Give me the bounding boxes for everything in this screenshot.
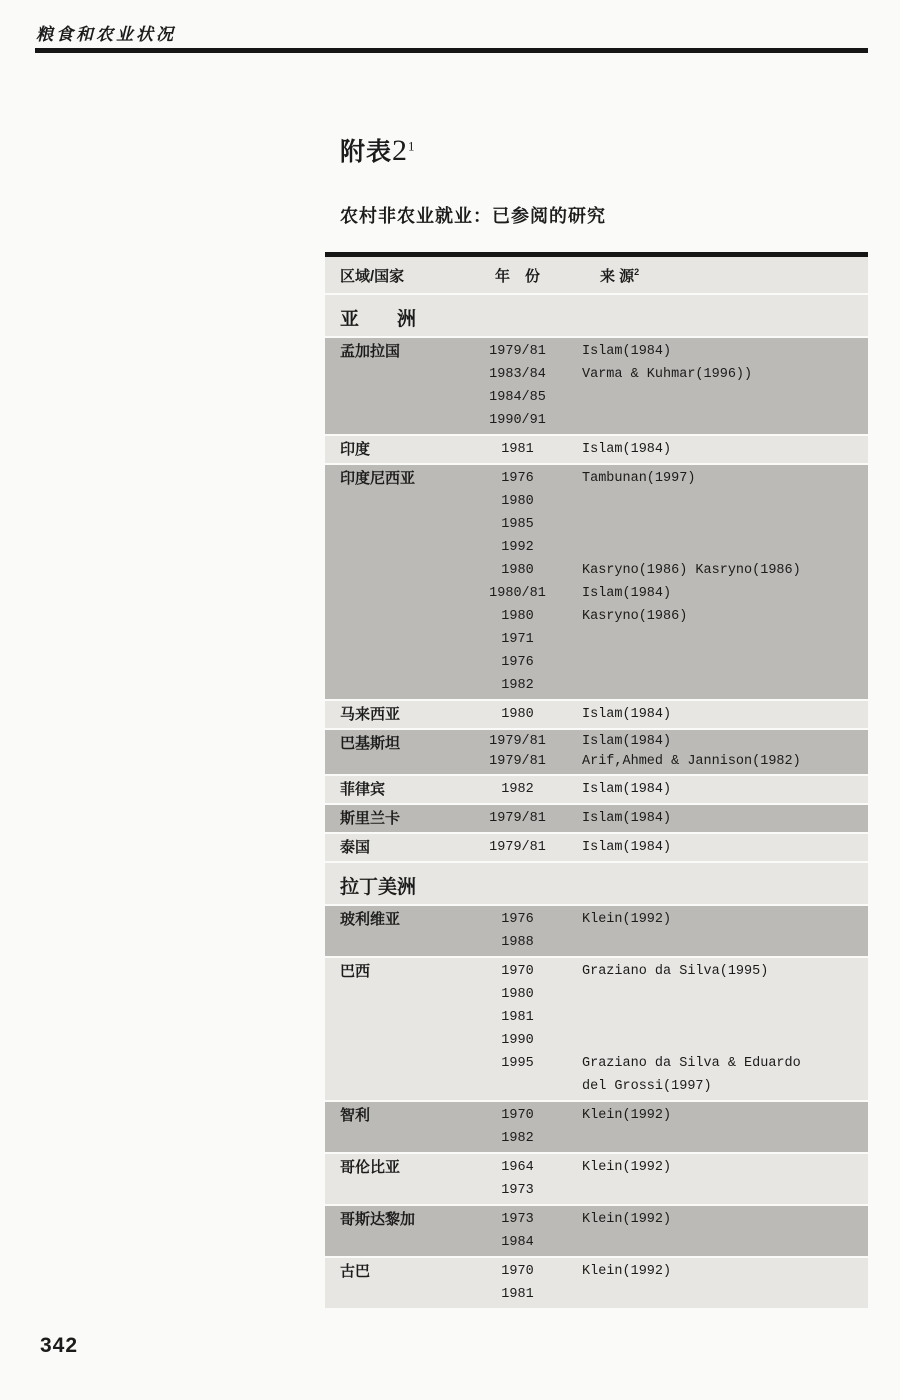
source-value: Graziano da Silva(1995) <box>582 964 769 979</box>
row-line <box>465 674 868 697</box>
country-name: 斯里兰卡 <box>340 810 401 827</box>
table-title-label: 附表 <box>340 138 393 166</box>
table-row <box>325 338 868 434</box>
country-name: 泰国 <box>340 839 371 856</box>
row-line <box>465 983 868 1006</box>
row-line <box>465 409 868 432</box>
source-value: Islam(1984) <box>582 586 672 601</box>
year-value: 1979/81 <box>489 754 546 769</box>
year-value: 1980/81 <box>489 586 546 601</box>
row-line <box>465 1260 868 1283</box>
source-value: Varma & Kuhmar(1996)) <box>582 367 753 382</box>
source-value: Klein(1992) <box>582 1212 672 1227</box>
row-line <box>465 1283 868 1306</box>
row-lines <box>465 340 868 432</box>
row-line <box>465 1127 868 1150</box>
running-head: 粮食和农业状况 <box>36 25 176 44</box>
year-value: 1970 <box>501 1108 534 1123</box>
year-value: 1964 <box>501 1160 534 1175</box>
section-header: 亚 洲 <box>325 295 868 336</box>
source-value <box>570 1283 868 1306</box>
source-value <box>570 409 868 432</box>
column-header-source: 来 源$^2$ <box>600 267 640 285</box>
year-value: 1985 <box>501 517 534 532</box>
source-value <box>570 983 868 1006</box>
row-line <box>465 807 868 830</box>
table-row <box>325 1206 868 1256</box>
row-line <box>465 438 868 461</box>
source-value: Kasryno(1986) Kasryno(1986) <box>582 563 801 578</box>
source-value <box>570 674 868 697</box>
year-value: 1979/81 <box>489 734 546 749</box>
year-value: 1980 <box>501 609 534 624</box>
year-value: 1976 <box>501 655 534 670</box>
year-value: 1981 <box>501 1287 534 1302</box>
table-row <box>325 1102 868 1152</box>
row-line <box>465 908 868 931</box>
source-value: Klein(1992) <box>582 1160 672 1175</box>
country-name: 孟加拉国 <box>340 343 401 360</box>
table-row <box>325 805 868 832</box>
row-line <box>465 931 868 954</box>
source-value <box>570 386 868 409</box>
row-lines <box>465 807 868 830</box>
source-value: Islam(1984) <box>582 811 672 826</box>
year-value: 1981 <box>501 1010 534 1025</box>
table-row <box>325 906 868 956</box>
source-value: Islam(1984) <box>582 782 672 797</box>
row-line <box>465 1075 868 1098</box>
year-value: 1995 <box>501 1056 534 1071</box>
row-line <box>465 778 868 801</box>
table-title <box>340 132 416 168</box>
column-header-region: 区域/国家 <box>340 268 405 285</box>
source-value: Arif,Ahmed & Jannison(1982) <box>582 754 801 769</box>
table-row <box>325 436 868 463</box>
table-title-footnote-marker: 1 <box>408 138 416 154</box>
year-value: 1979/81 <box>489 344 546 359</box>
year-value: 1971 <box>501 632 534 647</box>
page-number: 342 <box>40 1334 79 1357</box>
year-value: 1982 <box>501 678 534 693</box>
year-value: 1990 <box>501 1033 534 1048</box>
year-value: 1980 <box>501 987 534 1002</box>
country-name: 印度尼西亚 <box>340 470 416 487</box>
row-line <box>465 732 868 752</box>
source-value <box>570 1029 868 1052</box>
country-name: 马来西亚 <box>340 706 401 723</box>
year-value: 1983/84 <box>489 367 546 382</box>
source-value: Islam(1984) <box>582 734 672 749</box>
year-value: 1979/81 <box>489 840 546 855</box>
row-line <box>465 605 868 628</box>
row-line <box>465 1052 868 1075</box>
row-lines <box>465 908 868 954</box>
table-title-number: 2 <box>392 134 409 167</box>
appendix-table <box>325 252 868 1310</box>
table-row <box>325 465 868 699</box>
row-line <box>465 836 868 859</box>
row-lines <box>465 1260 868 1306</box>
year-value: 1992 <box>501 540 534 555</box>
source-value: Klein(1992) <box>582 1264 672 1279</box>
row-line <box>465 340 868 363</box>
country-name: 哥斯达黎加 <box>340 1211 416 1228</box>
row-line <box>465 582 868 605</box>
row-lines <box>465 1104 868 1150</box>
year-value: 1976 <box>501 471 534 486</box>
row-lines <box>465 960 868 1098</box>
country-name: 古巴 <box>340 1263 371 1280</box>
row-line <box>465 1231 868 1254</box>
row-line <box>465 490 868 513</box>
row-line <box>465 363 868 386</box>
row-lines <box>465 732 868 772</box>
column-header-year: 年 份 <box>494 268 540 285</box>
year-value: 1990/91 <box>489 413 546 428</box>
table-row <box>325 730 868 774</box>
row-line <box>465 960 868 983</box>
year-value: 1973 <box>501 1183 534 1198</box>
table-subtitle: 农村非农业就业：已参阅的研究 <box>340 206 606 226</box>
source-value: Islam(1984) <box>582 442 672 457</box>
row-line <box>465 386 868 409</box>
table-row <box>325 1258 868 1308</box>
year-value: 1970 <box>501 1264 534 1279</box>
source-value <box>570 513 868 536</box>
country-name: 玻利维亚 <box>340 911 401 928</box>
source-value: Islam(1984) <box>582 344 672 359</box>
row-line <box>465 513 868 536</box>
row-lines <box>465 1156 868 1202</box>
country-name: 哥伦比亚 <box>340 1159 401 1176</box>
row-lines <box>465 778 868 801</box>
year-value: 1980 <box>501 707 534 722</box>
source-value <box>570 1231 868 1254</box>
country-name: 菲律宾 <box>340 781 386 798</box>
table-row <box>325 701 868 728</box>
source-value <box>570 1179 868 1202</box>
section-header: 拉丁美洲 <box>325 863 868 904</box>
row-line <box>465 628 868 651</box>
source-value: Islam(1984) <box>582 840 672 855</box>
row-line <box>465 536 868 559</box>
source-value <box>570 1127 868 1150</box>
source-value: Klein(1992) <box>582 1108 672 1123</box>
year-value <box>465 1075 570 1098</box>
row-line <box>465 467 868 490</box>
row-line <box>465 1179 868 1202</box>
year-value: 1981 <box>501 442 534 457</box>
source-value <box>570 1006 868 1029</box>
table-row <box>325 834 868 861</box>
year-value: 1976 <box>501 912 534 927</box>
row-line <box>465 1208 868 1231</box>
country-name: 印度 <box>340 441 371 458</box>
source-value <box>570 536 868 559</box>
row-line <box>465 1006 868 1029</box>
source-value <box>570 628 868 651</box>
row-line <box>465 1029 868 1052</box>
row-lines <box>465 703 868 726</box>
year-value: 1979/81 <box>489 811 546 826</box>
row-line <box>465 703 868 726</box>
row-lines <box>465 467 868 697</box>
year-value: 1984 <box>501 1235 534 1250</box>
row-line <box>465 651 868 674</box>
row-line <box>465 1104 868 1127</box>
country-name: 巴西 <box>340 963 371 980</box>
table-row <box>325 776 868 803</box>
year-value: 1988 <box>501 935 534 950</box>
source-value <box>570 651 868 674</box>
row-line <box>465 1156 868 1179</box>
row-lines <box>465 1208 868 1254</box>
year-value: 1970 <box>501 964 534 979</box>
row-line <box>465 752 868 772</box>
source-value <box>570 931 868 954</box>
year-value: 1982 <box>501 782 534 797</box>
header-rule <box>35 48 868 53</box>
source-value: del Grossi(1997) <box>582 1079 712 1094</box>
year-value: 1973 <box>501 1212 534 1227</box>
source-value: Kasryno(1986) <box>582 609 688 624</box>
year-value: 1980 <box>501 494 534 509</box>
year-value: 1982 <box>501 1131 534 1146</box>
row-lines <box>465 438 868 461</box>
table-column-headers <box>325 257 868 293</box>
row-line <box>465 559 868 582</box>
source-value: Klein(1992) <box>582 912 672 927</box>
source-value <box>570 490 868 513</box>
table-row <box>325 958 868 1100</box>
column-header-source-footnote-marker: 2 <box>634 267 640 277</box>
row-lines <box>465 836 868 859</box>
year-value: 1980 <box>501 563 534 578</box>
year-value: 1984/85 <box>489 390 546 405</box>
source-value: Islam(1984) <box>582 707 672 722</box>
country-name: 智利 <box>340 1107 371 1124</box>
table-row <box>325 1154 868 1204</box>
country-name: 巴基斯坦 <box>340 735 401 752</box>
source-value: Graziano da Silva & Eduardo <box>582 1056 801 1071</box>
source-value: Tambunan(1997) <box>582 471 696 486</box>
